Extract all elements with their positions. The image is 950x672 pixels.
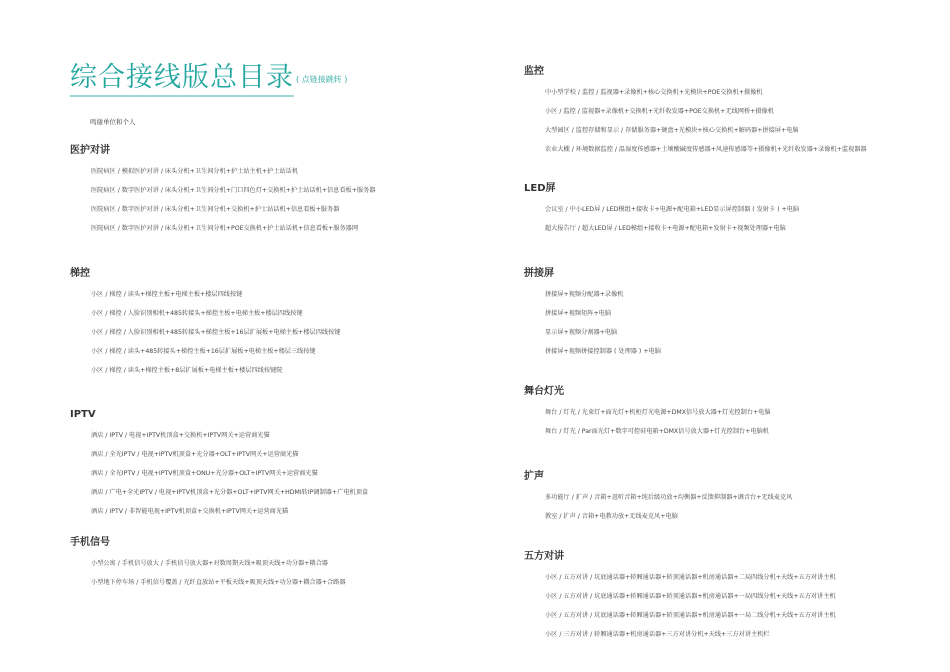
- section-surveillance: [524, 66, 867, 154]
- section-heading: 医护对讲: [70, 145, 110, 156]
- toc-link[interactable]: 小区 / 监控 / 监视器+录像机+交换机+光纤收发器+POE交换机+无线网桥+摄像机: [545, 108, 774, 115]
- toc-link[interactable]: 酒店 / IPTV / 电视+IPTV机顶盒+交换机+IPTV网关+运营商光猫: [91, 432, 270, 439]
- section-mobile-signal: [70, 537, 346, 587]
- toc-link[interactable]: 拼接屏+视频拼接控制器 ( 处理器 ) +电脑: [545, 348, 661, 355]
- section-public-address: [524, 471, 792, 521]
- page-title: 综合接线版总目录: [70, 62, 294, 97]
- section-heading: 手机信号: [70, 537, 110, 548]
- section-heading: 梯控: [70, 268, 90, 279]
- toc-link[interactable]: 大型园区 / 监控存储和显示 / 存储服务器+硬盘+光模块+核心交换机+解码器+拼接屏+电脑: [545, 127, 799, 134]
- toc-link[interactable]: 小区 / 五方对讲 / 坑底通话器+轿厢通话器+轿顶通话器+机房通话器+二局四线分机+天线+五方对讲主机: [545, 574, 836, 581]
- toc-link[interactable]: 酒店 / 全光IPTV / 电视+IPTV机顶盒+光分器+OLT+IPTV网关+运营商光猫: [91, 451, 299, 458]
- toc-link[interactable]: 小区 / 梯控 / 读头+梯控主板+8层扩展板+电梯主板+楼层四线按键院: [91, 367, 283, 374]
- section-heading: 扩声: [524, 471, 544, 482]
- toc-link[interactable]: 小区 / 梯控 / 读头+485转接头+梯控主板+16层扩展板+电梯主板+楼层三线按键: [91, 348, 316, 355]
- section-video-wall: [524, 268, 661, 356]
- acknowledgements-link[interactable]: 鸣谢单位和个人: [90, 118, 136, 126]
- toc-link[interactable]: 医院病区 / 数字医护对讲 / 床头分机+卫生间分机+POE交换机+护士站话机+信息看板+服务器网: [91, 225, 359, 232]
- toc-link[interactable]: 舞台 / 灯光 / Par面光灯+数字可控硅电箱+DMX信号放大器+灯光控制台+电脑机: [545, 428, 769, 435]
- toc-link[interactable]: 小区 / 三方对讲 / 轿厢通话器+机房通话器+三方对讲分机+天线+三方对讲主机栏: [545, 631, 770, 638]
- section-stage-lighting: [524, 386, 771, 436]
- page-subtitle: ( 点链接跳转 ): [296, 75, 348, 84]
- toc-link[interactable]: 农业大棚 / 环境数据监控 / 温湿度传感器+土壤酸碱度传感器+风速传感器等+摄像机+光纤收发器+录像机+监视器器: [545, 146, 867, 153]
- section-heading: LED屏: [524, 183, 556, 194]
- section-iptv: [70, 409, 368, 516]
- toc-link[interactable]: 超大报告厅 / 超大LED屏 / LED模组+接收卡+电源+配电箱+发射卡+视频处理器+电脑: [545, 225, 786, 232]
- toc-link[interactable]: 酒店 / 广电+全光IPTV / 电视+IPTV机顶盒+光分器+OLT+IPTV网关+HDMI转IP调制器+广电机顶盒: [91, 489, 369, 496]
- toc-link[interactable]: 小区 / 五方对讲 / 坑底通话器+轿厢通话器+轿顶通话器+机房通话器+一局四线分机+天线+五方对讲主机: [545, 593, 836, 600]
- section-heading: 监控: [524, 66, 544, 77]
- toc-link[interactable]: 酒店 / IPTV / 非智能电视+IPTV机顶盒+交换机+IPTV网关+运营商光猫: [91, 508, 289, 515]
- toc-link[interactable]: 小区 / 梯控 / 人脸识别相机+485转接头+梯控主板+电梯主板+楼层四线按键: [91, 310, 303, 317]
- section-heading: 舞台灯光: [524, 386, 564, 397]
- toc-link[interactable]: 多功能厅 / 扩声 / 音箱+返听音箱+纯后级功放+均衡器+反馈抑制器+调音台+无线麦克风: [545, 494, 793, 501]
- page-title-block: [70, 62, 347, 97]
- toc-link[interactable]: 医院病区 / 模拟医护对讲 / 床头分机+卫生间分机+护士站主机+护士站话机: [91, 168, 299, 175]
- toc-link[interactable]: 小型地下停车场 / 手机信号覆盖 / 光纤直放站+平板天线+吸顶天线+功分器+耦合器+合路器: [91, 579, 346, 586]
- section-elevator-control: [70, 268, 340, 375]
- toc-link[interactable]: 酒店 / 全光IPTV / 电视+IPTV机顶盒+ONU+光分器+OLT+IPTV网关+运营商光猫: [91, 470, 318, 477]
- section-led-screen: [524, 183, 799, 233]
- toc-link[interactable]: 医院病区 / 数字医护对讲 / 床头分机+卫生间分机+交换机+护士站话机+信息看板+服务器: [91, 206, 340, 213]
- section-five-way-intercom: [524, 551, 836, 639]
- toc-link[interactable]: 中小型学校 / 监控 / 监视器+录像机+核心交换机+光模块+POE交换机+摄像机: [545, 89, 763, 96]
- section-heading: 拼接屏: [524, 268, 554, 279]
- section-heading: IPTV: [70, 409, 96, 420]
- toc-link[interactable]: 小型公寓 / 手机信号放大 / 手机信号放大器+对数周期天线+吸顶天线+功分器+耦合器: [91, 560, 328, 567]
- toc-link[interactable]: 拼接屏+视频矩阵+电脑: [545, 310, 612, 317]
- section-heading: 五方对讲: [524, 551, 564, 562]
- toc-link[interactable]: 舞台 / 灯光 / 光束灯+面光灯+机柜灯光电源+DMX信号放大器+灯光控制台+电脑: [545, 409, 771, 416]
- toc-link[interactable]: 小区 / 梯控 / 读头+梯控主板+电梯主板+楼层四线按键: [91, 291, 243, 298]
- toc-link[interactable]: 会议室 / 中小LED屏 / LED模组+接收卡+电源+配电箱+LED显示屏控制器 ( 发射卡 ) +电脑: [545, 206, 800, 213]
- toc-link[interactable]: 小区 / 五方对讲 / 坑底通话器+轿厢通话器+轿顶通话器+机房通话器+一局二线分机+天线+五方对讲主机: [545, 612, 836, 619]
- toc-link[interactable]: 显示屏+视频分割器+电脑: [545, 329, 618, 336]
- toc-link[interactable]: 医院病区 / 数字医护对讲 / 床头分机+卫生间分机+门口四色灯+交换机+护士站话机+信息看板+服务器: [91, 187, 376, 194]
- toc-link[interactable]: 拼接屏+视频分配器+录像机: [545, 291, 624, 298]
- toc-link[interactable]: 教室 / 扩声 / 音箱+电教功放+无线麦克风+电脑: [545, 513, 678, 520]
- toc-link[interactable]: 小区 / 梯控 / 人脸识别相机+485转接头+梯控主板+16层扩展板+电梯主板+楼层四线按键: [91, 329, 341, 336]
- section-medical-intercom: [70, 145, 375, 233]
